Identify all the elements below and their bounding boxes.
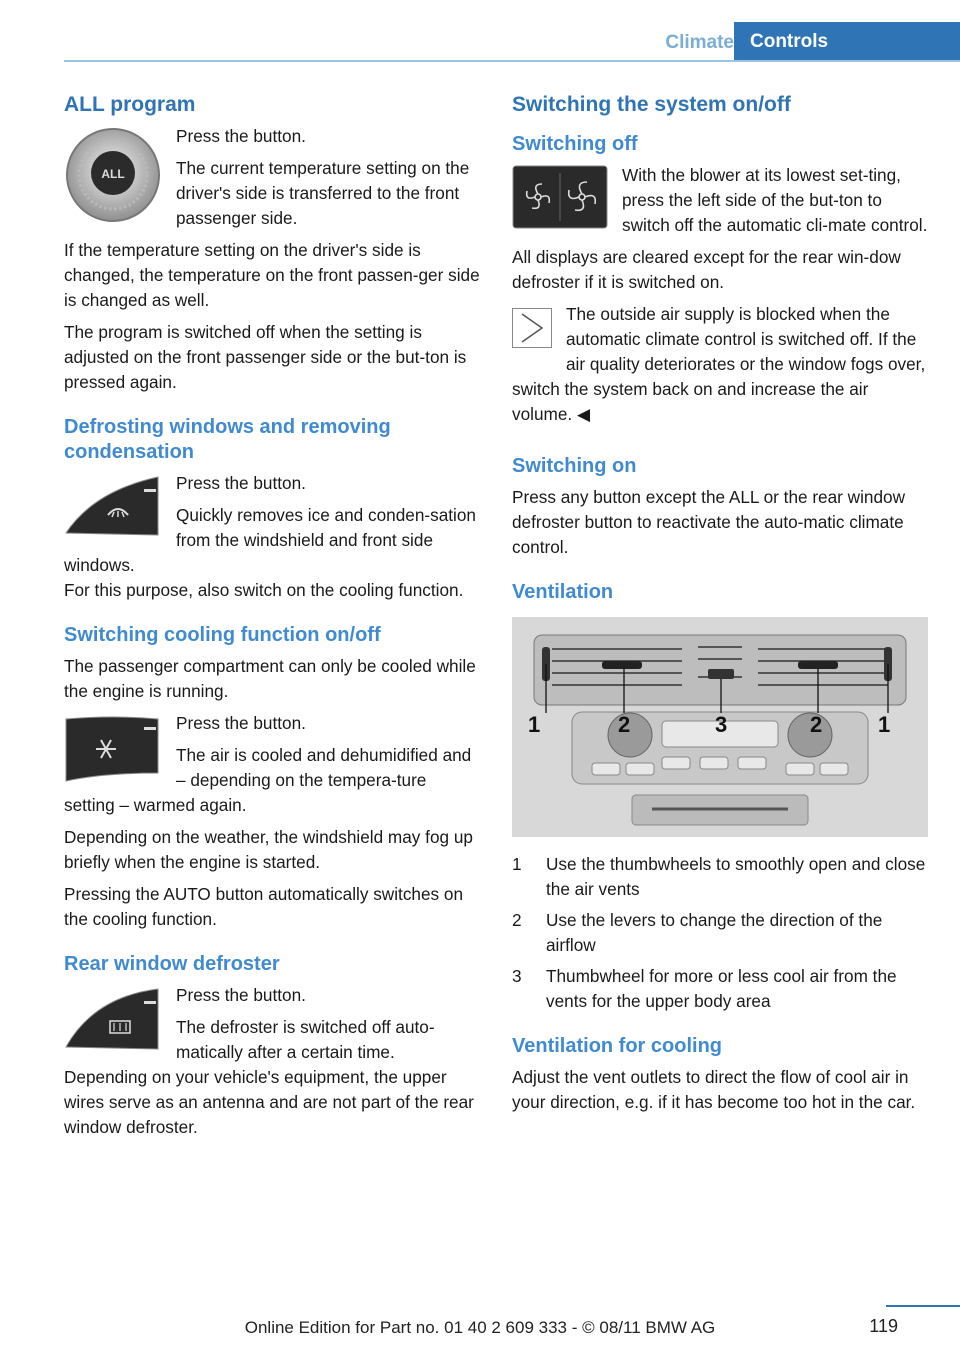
all-p4: The program is switched off when the setting is adjusted on the front passenger side or the but-ton is pressed again. (64, 322, 467, 392)
ventilation-photo (512, 617, 928, 842)
on-p1: Press any button except the ALL or the rear window defroster button to reactivate the auto-matic climate control. (512, 487, 905, 557)
heading-ventilation: Ventilation (512, 581, 614, 603)
off-p2: All displays are cleared except for the rear win-dow defroster if it is switched on. (512, 247, 901, 292)
rear-p3: Depending on your vehicle's equipment, the upper wires serve as an antenna and are not part of the rear window defroster. (64, 1067, 474, 1137)
cooling-p4: Depending on the weather, the windshield may fog up briefly when the engine is started. (64, 827, 473, 872)
end-mark: ◀ (576, 404, 591, 424)
callout-1-right: 1 (878, 712, 891, 737)
all-p1: Press the button. (176, 126, 306, 146)
all-p2: The current temperature setting on the driver's side is transferred to the front passenger side. (176, 158, 470, 228)
callout-2-left: 2 (618, 712, 631, 737)
list-num: 1 (512, 854, 522, 874)
header-rule (64, 60, 960, 62)
all-p3: If the temperature setting on the driver's side is changed, the temperature on the front passen-ger side is changed as well. (64, 240, 480, 310)
left-column (64, 92, 480, 1147)
defrost-p1: Press the button. (176, 473, 306, 493)
note-triangle-icon (512, 308, 552, 353)
heading-cooling: Switching cooling function on/off (64, 624, 381, 646)
section-tab-climate[interactable]: Climate (665, 32, 734, 53)
page-header (0, 0, 960, 62)
page-number: 119 (869, 1316, 898, 1336)
ventilation-list (512, 852, 928, 1014)
rear-p2: The defroster is switched off auto-matically after a certain time. (176, 1017, 435, 1062)
heading-rear-defroster: Rear window defroster (64, 953, 280, 975)
cooling-p2: Press the button. (176, 713, 306, 733)
rear-p1: Press the button. (176, 985, 306, 1005)
list-num: 3 (512, 966, 522, 986)
list-text: Thumbwheel for more or less cool air from the vents for the upper body area (546, 966, 897, 1011)
list-item (512, 908, 928, 958)
page-number-rule (886, 1305, 960, 1307)
heading-system-onoff: Switching the system on/off (512, 93, 791, 116)
heading-defrost: Defrosting windows and removing condensation (64, 416, 391, 463)
chapter-tab-controls[interactable]: Controls (734, 22, 960, 60)
windshield-defrost-icon (64, 473, 162, 544)
rear-defrost-icon (64, 985, 162, 1058)
svg-text:ALL: ALL (101, 167, 125, 181)
list-text: Use the thumbwheels to smoothly open and close the air vents (546, 854, 926, 899)
callout-1-left: 1 (528, 712, 541, 737)
defrost-p2: Quickly removes ice and conden-sation from the windshield and front side windows. (64, 505, 476, 575)
defrost-p3: For this purpose, also switch on the cooling function. (64, 580, 464, 600)
off-p3: The outside air supply is blocked when the automatic climate control is switched off. If the air quality deteriorates or the window fogs over, switch the system back on and increase the air volume. ◀ (512, 304, 926, 424)
callout-3: 3 (715, 712, 728, 737)
cooling-p1: The passenger compartment can only be cooled while the engine is running. (64, 656, 476, 701)
all-button-icon (64, 126, 162, 229)
list-item (512, 964, 928, 1014)
right-column (512, 92, 928, 1122)
heading-switching-off: Switching off (512, 133, 638, 155)
snowflake-icon (64, 713, 162, 788)
list-text: Use the levers to change the direction of the airflow (546, 910, 883, 955)
list-num: 2 (512, 910, 522, 930)
footer-edition: Online Edition for Part no. 01 40 2 609 333 - © 08/11 BMW AG (244, 1318, 716, 1337)
list-item (512, 852, 928, 902)
callout-2-right: 2 (810, 712, 823, 737)
fan-icon (512, 165, 608, 234)
cooling-p3: The air is cooled and dehumidified and – depending on the tempera-ture setting – warmed again. (64, 745, 472, 815)
heading-all-program: ALL program (64, 93, 196, 116)
off-p1: With the blower at its lowest set-ting, press the left side of the but-ton to switch off the automatic cli-mate control. (622, 165, 928, 235)
cooling-p5: Pressing the AUTO button automatically switches on the cooling function. (64, 884, 464, 929)
vent-cooling-p1: Adjust the vent outlets to direct the flow of cool air in your direction, e.g. if it has become too hot in the car. (512, 1067, 916, 1112)
heading-ventilation-cooling: Ventilation for cooling (512, 1035, 722, 1057)
heading-switching-on: Switching on (512, 455, 637, 477)
